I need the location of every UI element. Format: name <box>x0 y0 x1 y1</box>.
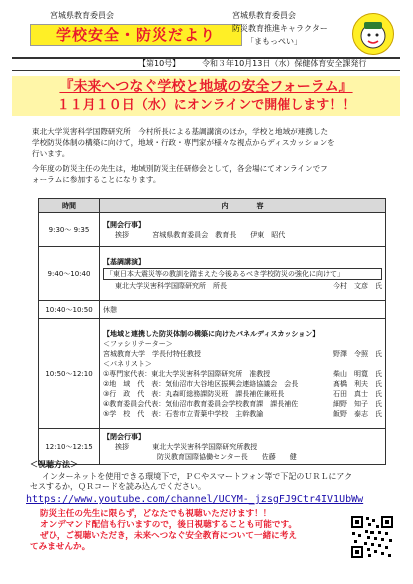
facilitator-heading: ＜ファシリテーター＞ <box>103 339 173 348</box>
panelist-affiliation: ④教育委員会代表：気仙沼市教育委員会学校教育課 課長補佐 <box>103 399 299 408</box>
table-row <box>39 213 386 247</box>
table-row <box>39 319 386 429</box>
panelist-row <box>103 379 382 389</box>
forum-date: １１月１０日（水）にオンラインで開催します！！ <box>56 98 356 113</box>
lecture-title: 「東日本大震災等の教訓を踏まえた今後あるべき学校防災の強化に向けて」 <box>103 268 382 280</box>
table-header-row <box>39 199 386 213</box>
method-line: インターネットを使用できる環境下で，ＰＣやスマートフォン等で下記のＵＲＬにアク <box>42 472 353 481</box>
issue-date: 令和３年10月13日（水）保健体育安全課発行 <box>202 59 367 68</box>
detail-speaker: 今村 文彦 氏 <box>333 281 382 290</box>
detail-affiliation: 東北大学災害科学国際研究所 所長 <box>115 281 227 290</box>
schedule-table <box>38 198 386 465</box>
intro-line: 今年度の防災主任の先生は，地域別防災主任研修会として，各会場にてオンラインでフ <box>32 164 328 173</box>
intro-line: ォーラムに参加することになります。 <box>32 175 161 184</box>
column-header-content: 内 容 <box>100 199 386 213</box>
notice-line: オンデマンド配信も行いますので，後日視聴することも可能です。 <box>40 520 297 530</box>
row-time: 10:50～12:10 <box>39 319 100 429</box>
session-title: 【地域と連携した防災体制の構築に向けたパネルディスカッション】 <box>103 329 320 338</box>
method-line: セスするか，ＱＲコードを読み込んでください。 <box>30 482 206 491</box>
notice-line: 防災主任の先生に限らず，どなたでも視聴いただけます！！ <box>40 509 272 519</box>
row-content <box>100 247 386 301</box>
notice-block <box>30 509 340 553</box>
table-row <box>39 301 386 319</box>
session-detail <box>103 442 382 452</box>
table-row <box>39 429 386 465</box>
issue-number: 【第10号】 <box>138 59 181 68</box>
header-divider-2 <box>12 70 400 71</box>
header-character-label: 防災教育推進キャラクター <box>232 24 328 33</box>
column-header-time: 時間 <box>39 199 100 213</box>
mascot-icon <box>352 13 394 55</box>
session-detail <box>103 230 382 240</box>
newsletter-title: 学校安全・防災だより <box>30 24 242 46</box>
detail-label: 挨拶 <box>115 230 129 239</box>
panelist-name: 髙橋 利夫 氏 <box>333 379 382 388</box>
header-right-org: 宮城県教育委員会 <box>232 11 296 20</box>
panelist-affiliation: ①専門家代表：東北大学災害科学国際研究所 准教授 <box>103 369 271 378</box>
session-detail <box>103 281 382 291</box>
header-character-name: 「まもっぺい」 <box>246 37 302 46</box>
panelist-heading: ＜パネリスト＞ <box>103 359 152 368</box>
header-org: 宮城県教育委員会 <box>50 11 114 20</box>
intro-line: 行います。 <box>32 149 70 158</box>
panelist-name: 柴山 明寛 氏 <box>333 369 382 378</box>
row-time: 9:30～ 9:35 <box>39 213 100 247</box>
notice-line: てみませんか。 <box>30 542 91 552</box>
panelist-name: 石田 真士 氏 <box>333 389 382 398</box>
method-body <box>30 472 390 492</box>
row-content: 休憩 <box>100 301 386 319</box>
intro-line: 学校防災体制の構築に向けて，地域・行政・専門家が様々な視点からディスカッションを <box>32 138 335 147</box>
session-title: 【開会行事】 <box>103 220 145 229</box>
panelist-affiliation: ②地 域 代 表：気仙沼市大谷地区振興会連絡協議会 会長 <box>103 379 299 388</box>
row-content <box>100 213 386 247</box>
forum-title: 『未来へつなぐ学校と地域の安全フォーラム』 <box>59 79 353 95</box>
row-content <box>100 429 386 465</box>
panelist-row <box>103 409 382 419</box>
detail-affiliation: 東北大学災害科学国際研究所教授 <box>152 442 258 451</box>
session-title: 【閉会行事】 <box>103 432 145 441</box>
detail-label: 挨拶 <box>115 442 129 451</box>
intro-line: 東北大学災害科学国際研究所 今村所長による基調講演のほか，学校と地域が連携した <box>32 127 329 136</box>
panelist-row <box>103 369 382 379</box>
notice-line: ぜひ，ご視聴いただき，未来へつなぐ安全教育について一緒に考え <box>40 531 297 541</box>
panelist-row <box>103 389 382 399</box>
panelist-name: 飯野 泰志 氏 <box>333 409 382 418</box>
facilitator-affiliation: 宮城教育大学 学長付特任教授 <box>103 349 201 358</box>
facilitator-name: 野澤 令照 氏 <box>333 349 382 358</box>
row-time: 9:40～10:40 <box>39 247 100 301</box>
row-content <box>100 319 386 429</box>
panelist-affiliation: ⑤学 校 代 表：石巻市立青葉中学校 主幹教諭 <box>103 409 264 418</box>
detail-speaker: 宮城県教育委員会 教育長 伊東 昭代 <box>152 230 286 239</box>
method-heading: ＜視聴方法＞ <box>30 460 78 469</box>
qr-code-icon[interactable] <box>350 515 394 559</box>
panelist-name: 細野 知子 氏 <box>333 399 382 408</box>
table-row <box>39 247 386 301</box>
detail-speaker: 防災教育国際協働センター長 佐藤 健 <box>157 452 297 461</box>
row-time: 12:10～12:15 <box>39 429 100 465</box>
panelist-affiliation: ③行 政 代 表：丸森町総務課防災班 課長補佐兼班長 <box>103 389 285 398</box>
row-time: 10:40～10:50 <box>39 301 100 319</box>
panelist-row <box>103 399 382 409</box>
session-title: 【基調講演】 <box>103 257 145 266</box>
youtube-channel-link[interactable]: https://www.youtube.com/channel/UCYM-_jzsgFJ9Ctr4IV1UbWw <box>26 494 364 505</box>
facilitator-row <box>103 349 382 359</box>
